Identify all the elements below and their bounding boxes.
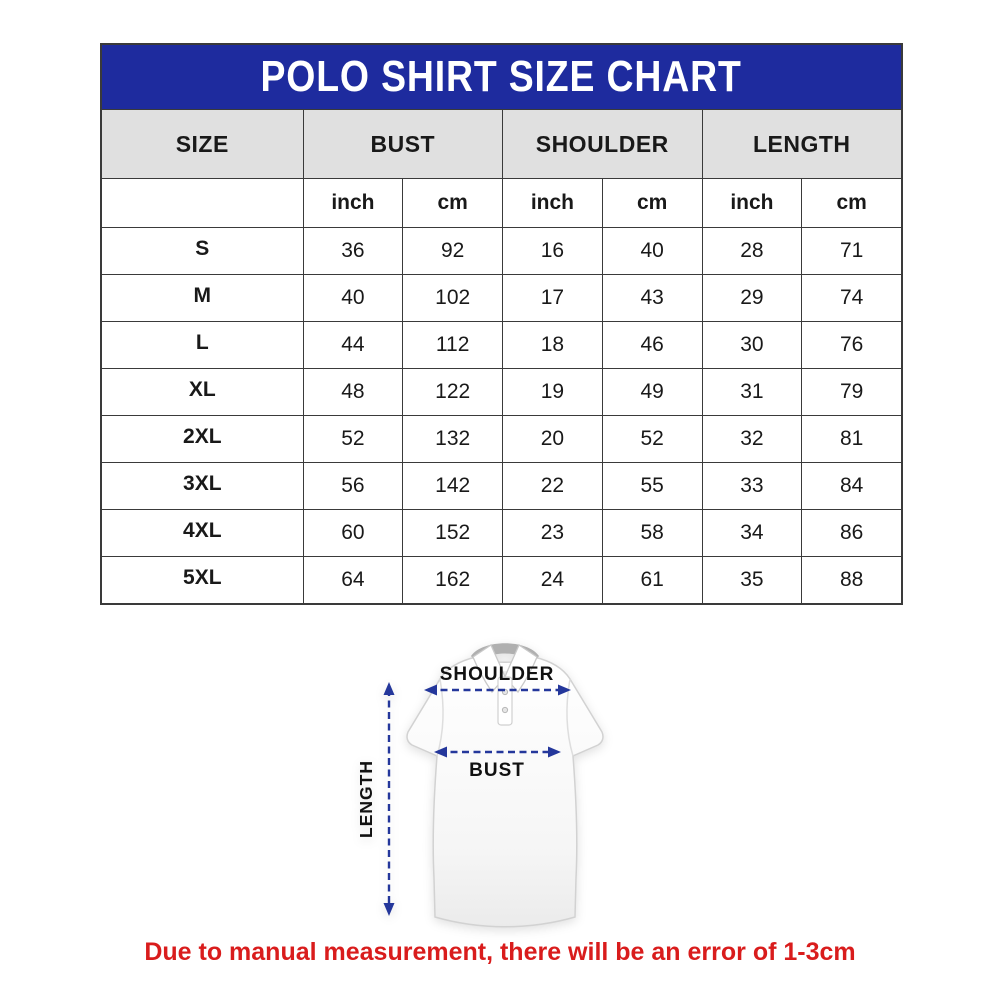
table-cell: 152 xyxy=(402,510,502,556)
chart-title: POLO SHIRT SIZE CHART xyxy=(260,52,743,101)
table-cell: 29 xyxy=(702,275,802,321)
size-label: XL xyxy=(188,378,216,401)
unit-header-empty xyxy=(102,179,303,227)
table-cell: 43 xyxy=(602,275,702,321)
table-cell: 52 xyxy=(303,416,403,462)
length-arrow xyxy=(384,682,395,916)
bust-label: BUST xyxy=(469,760,525,781)
table-row-3xl xyxy=(102,462,901,509)
table-cell: 23 xyxy=(502,510,602,556)
unit-header-length-cm: cm xyxy=(801,179,901,227)
unit-header-shoulder-inch: inch xyxy=(502,179,602,227)
table-cell: 79 xyxy=(801,369,901,415)
unit-header-bust-inch: inch xyxy=(303,179,403,227)
size-label: L xyxy=(195,331,209,354)
table-row-l xyxy=(102,321,901,368)
size-label: 5XL xyxy=(183,566,222,589)
table-cell: 81 xyxy=(801,416,901,462)
col-header-length: LENGTH xyxy=(702,110,901,178)
table-cell: 132 xyxy=(402,416,502,462)
unit-header-row xyxy=(102,178,901,227)
table-cell: 31 xyxy=(702,369,802,415)
table-cell: 162 xyxy=(402,557,502,603)
size-label: 4XL xyxy=(183,519,222,542)
table-cell: 34 xyxy=(702,510,802,556)
column-header-row xyxy=(102,110,901,178)
col-header-size: SIZE xyxy=(175,130,229,157)
table-cell: 52 xyxy=(602,416,702,462)
table-cell: 112 xyxy=(402,322,502,368)
table-cell: 71 xyxy=(801,228,901,274)
length-label: LENGTH xyxy=(356,760,376,838)
table-cell: 35 xyxy=(702,557,802,603)
chart-title-bar xyxy=(102,45,901,110)
size-label: 3XL xyxy=(183,472,222,495)
table-cell: 64 xyxy=(303,557,403,603)
table-cell: 84 xyxy=(801,463,901,509)
table-cell: 142 xyxy=(402,463,502,509)
table-cell: 19 xyxy=(502,369,602,415)
unit-header-length-inch: inch xyxy=(702,179,802,227)
table-cell: 30 xyxy=(702,322,802,368)
table-cell: 32 xyxy=(702,416,802,462)
col-header-shoulder: SHOULDER xyxy=(502,110,701,178)
table-cell: 40 xyxy=(602,228,702,274)
table-cell: 88 xyxy=(801,557,901,603)
table-cell: 40 xyxy=(303,275,403,321)
table-cell: 36 xyxy=(303,228,403,274)
table-cell: 33 xyxy=(702,463,802,509)
table-row-m xyxy=(102,274,901,321)
table-cell: 86 xyxy=(801,510,901,556)
measurement-note: Due to manual measurement, there will be an error of 1-3cm xyxy=(144,938,856,966)
table-row-5xl xyxy=(102,556,901,603)
table-cell: 17 xyxy=(502,275,602,321)
unit-header-bust-cm: cm xyxy=(402,179,502,227)
table-row-s xyxy=(102,227,901,274)
shoulder-label: SHOULDER xyxy=(439,664,555,685)
polo-shirt-measurement-diagram xyxy=(345,633,665,943)
table-cell: 46 xyxy=(602,322,702,368)
table-cell: 58 xyxy=(602,510,702,556)
table-row-2xl xyxy=(102,415,901,462)
unit-header-shoulder-cm: cm xyxy=(602,179,702,227)
size-label: S xyxy=(195,237,210,260)
table-row-xl xyxy=(102,368,901,415)
table-cell: 76 xyxy=(801,322,901,368)
table-cell: 49 xyxy=(602,369,702,415)
table-cell: 102 xyxy=(402,275,502,321)
table-cell: 24 xyxy=(502,557,602,603)
table-cell: 48 xyxy=(303,369,403,415)
table-cell: 44 xyxy=(303,322,403,368)
table-cell: 28 xyxy=(702,228,802,274)
size-label: 2XL xyxy=(183,425,222,448)
table-cell: 22 xyxy=(502,463,602,509)
table-cell: 92 xyxy=(402,228,502,274)
table-cell: 18 xyxy=(502,322,602,368)
table-cell: 56 xyxy=(303,463,403,509)
size-chart-table xyxy=(100,43,903,605)
table-cell: 55 xyxy=(602,463,702,509)
table-cell: 16 xyxy=(502,228,602,274)
table-cell: 60 xyxy=(303,510,403,556)
table-cell: 61 xyxy=(602,557,702,603)
table-row-4xl xyxy=(102,509,901,556)
size-label: M xyxy=(193,284,212,307)
table-cell: 122 xyxy=(402,369,502,415)
table-cell: 20 xyxy=(502,416,602,462)
table-cell: 74 xyxy=(801,275,901,321)
col-header-bust: BUST xyxy=(303,110,502,178)
